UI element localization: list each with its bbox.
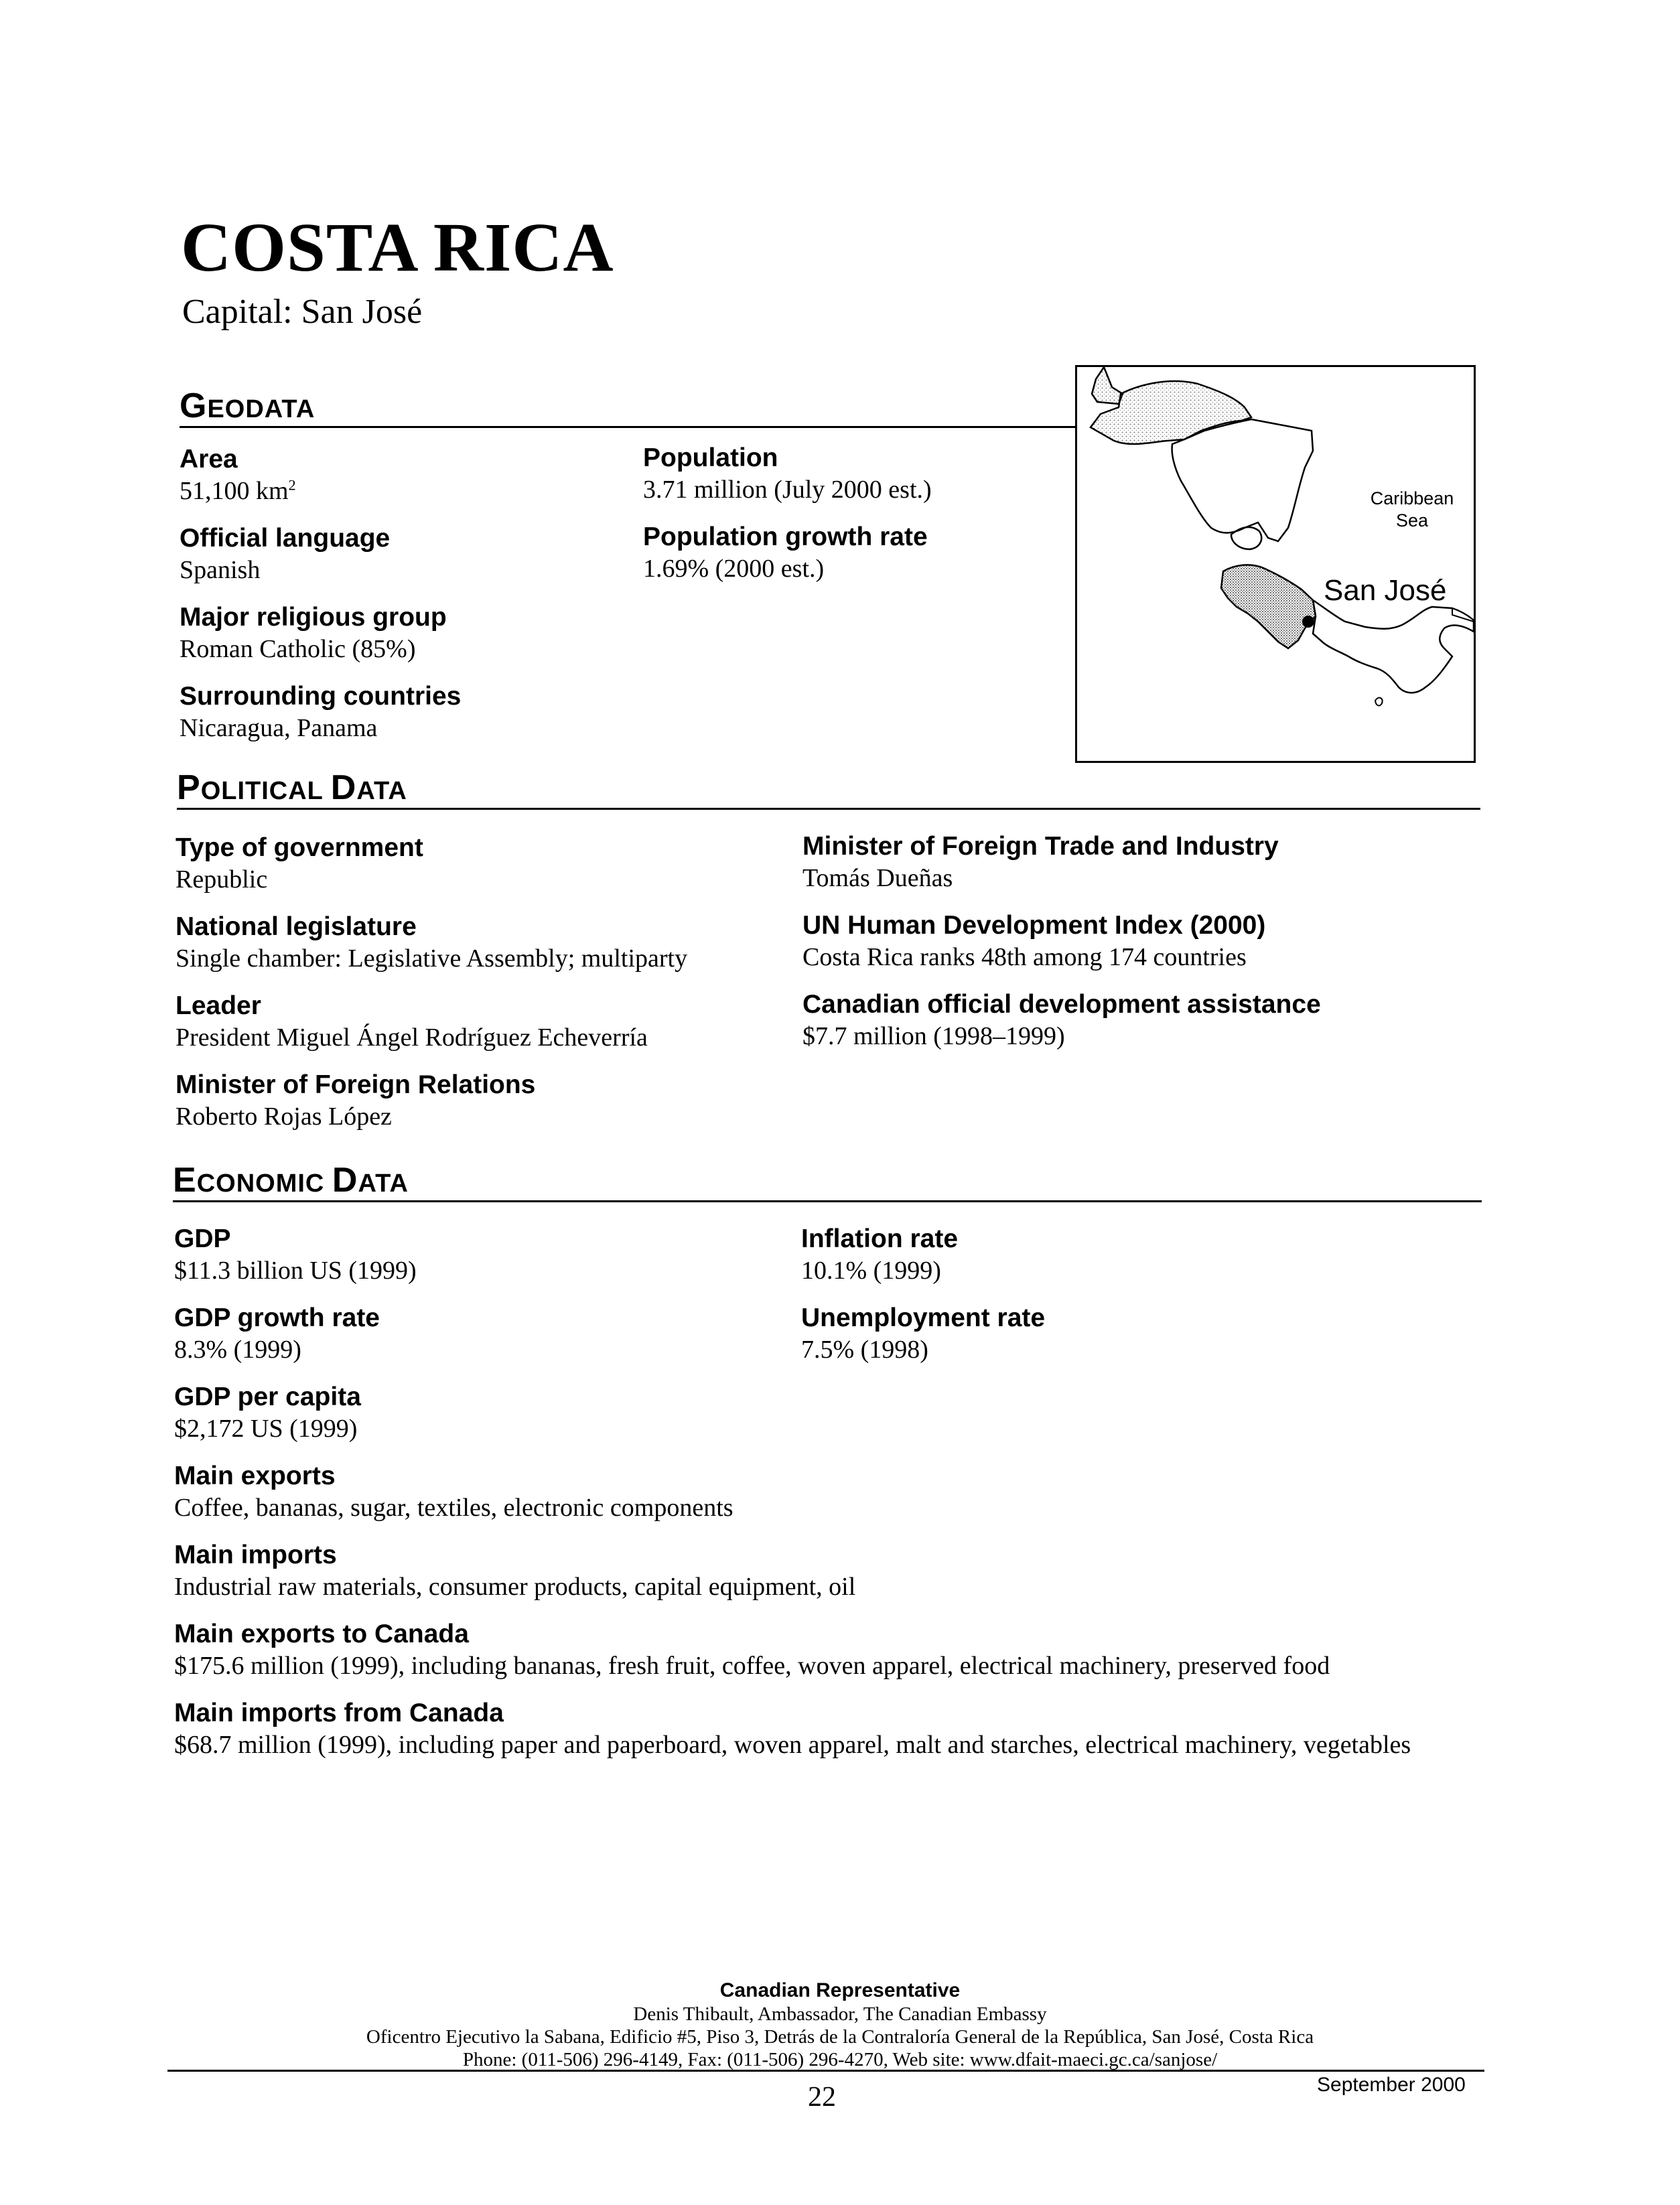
field-surrounding-countries: Surrounding countries Nicaragua, Panama: [180, 682, 462, 742]
political-heading: POLITICAL DATA: [177, 768, 407, 807]
footer-representative: Canadian Representative Denis Thibault, Ambassador, The Canadian Embassy Oficentro Ejecutivo la Sabana, Edificio #5, Piso 3, Detrás de la Contraloría General de la República, San José, Costa Rica Phone: (011-506) 296-4149, Fax: (011-506) 296-4270, Web site: www.dfait-maeci.gc.ca/sanjose/: [366, 1979, 1314, 2070]
geodata-rule: [180, 426, 1077, 428]
city-label: San José: [1324, 574, 1447, 607]
publication-date: September 2000: [1317, 2074, 1466, 2096]
field-exports-to-canada: Main exports to Canada $175.6 million (1999), including bananas, fresh fruit, coffee, woven apparel, electrical machinery, preserved food: [174, 1620, 1330, 1680]
field-government-type: Type of government Republic: [176, 833, 423, 894]
location-map: [1075, 365, 1476, 763]
field-hdi: UN Human Development Index (2000) Costa Rica ranks 48th among 174 countries: [802, 911, 1266, 971]
field-population: Population 3.71 million (July 2000 est.): [643, 443, 932, 504]
field-unemployment: Unemployment rate 7.5% (1998): [801, 1303, 1046, 1364]
field-main-imports: Main imports Industrial raw materials, consumer products, capital equipment, oil: [174, 1541, 856, 1601]
field-gdp-per-capita: GDP per capita $2,172 US (1999): [174, 1382, 361, 1443]
field-population-growth: Population growth rate 1.69% (2000 est.): [643, 522, 928, 583]
page-title: COSTA RICA: [181, 209, 614, 286]
field-foreign-relations-minister: Minister of Foreign Relations Roberto Rojas López: [176, 1070, 536, 1131]
footer-rule: [167, 2070, 1484, 2072]
field-area: Area 51,100 $km^2$: [180, 445, 296, 505]
field-gdp-growth: GDP growth rate 8.3% (1999): [174, 1303, 380, 1364]
economic-rule: [173, 1200, 1482, 1202]
field-main-exports: Main exports Coffee, bananas, sugar, textiles, electronic components: [174, 1462, 733, 1522]
field-leader: Leader President Miguel Ángel Rodríguez Echeverría: [176, 991, 648, 1052]
field-gdp: GDP $11.3 billion US (1999): [174, 1224, 417, 1285]
economic-heading: ECONOMIC DATA: [173, 1161, 409, 1200]
field-legislature: National legislature Single chamber: Legislative Assembly; multiparty: [176, 912, 688, 973]
political-rule: [177, 808, 1480, 810]
field-inflation: Inflation rate 10.1% (1999): [801, 1224, 959, 1285]
field-religious-group: Major religious group Roman Catholic (85%): [180, 603, 447, 663]
field-imports-from-canada: Main imports from Canada $68.7 million (1999), including paper and paperboard, woven apparel, malt and starches, electrical machinery, vegetables: [174, 1699, 1411, 1759]
central-america-map-graphic: [1077, 367, 1474, 761]
page-number: 22: [808, 2082, 836, 2113]
field-foreign-trade-minister: Minister of Foreign Trade and Industry Tomás Dueñas: [802, 832, 1279, 892]
geodata-heading: GEODATA: [180, 386, 316, 425]
field-official-language: Official language Spanish: [180, 524, 391, 584]
sea-label: Caribbean Sea: [1370, 488, 1454, 530]
field-development-assistance: Canadian official development assistance $7.7 million (1998–1999): [802, 990, 1321, 1050]
capital-subtitle: Capital: San José: [182, 293, 423, 331]
